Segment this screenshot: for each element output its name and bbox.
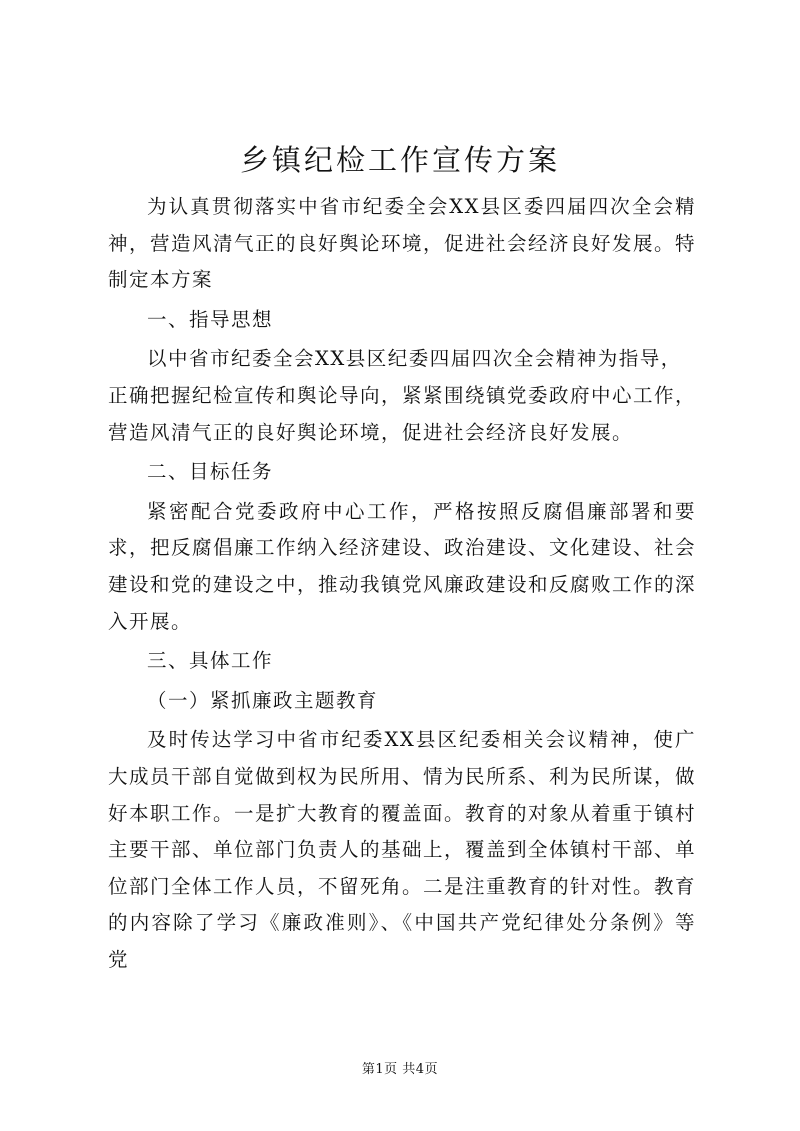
paragraph-guiding-2: 正确把握纪检宣传和舆论导向，紧紧围绕镇党委政府中心工作，营造风清气正的良好舆论环境，促进社会经济良好发展。 <box>108 383 697 444</box>
heading-specific-work: 三、具体工作 <box>147 649 274 673</box>
document-body <box>108 189 696 978</box>
paragraph-education: 及时传达学习中省市纪委XX县区纪委相关会议精神，使广大成员干部自觉做到权为民所用、情为民所系、利为民所谋，做好本职工作。一是扩大教育的覆盖面。教育的对象从着重于镇村主要干部、单位部门负责人的基础上，覆盖到全体镇村干部、单位部门全体工作人员，不留死角。二是注重教育的针对性。教育的内容除了学习《廉政准则》、《中国共产党纪律处分条例》等党 <box>108 728 697 971</box>
subheading-education: （一）紧抓廉政主题教育 <box>147 688 379 712</box>
document-title: 乡镇纪检工作宣传方案 <box>239 143 560 177</box>
page-footer: 第1页 共4页 <box>361 1062 439 1077</box>
heading-goals: 二、目标任务 <box>147 460 274 484</box>
heading-guiding-ideology: 一、指导思想 <box>147 307 274 331</box>
paragraph-guiding-1: 以中省市纪委全会XX县区纪委四届四次全会精神为指导， <box>147 347 682 371</box>
paragraph-goals: 紧密配合党委政府中心工作，严格按照反腐倡廉部署和要求，把反腐倡廉工作纳入经济建设、政治建设、文化建设、社会建设和党的建设之中，推动我镇党风廉政建设和反腐败工作的深入开展。 <box>108 499 697 633</box>
paragraph-intro: 为认真贯彻落实中省市纪委全会XX县区委四届四次全会精神，营造风清气正的良好舆论环境，促进社会经济良好发展。特制定本方案 <box>108 195 697 292</box>
